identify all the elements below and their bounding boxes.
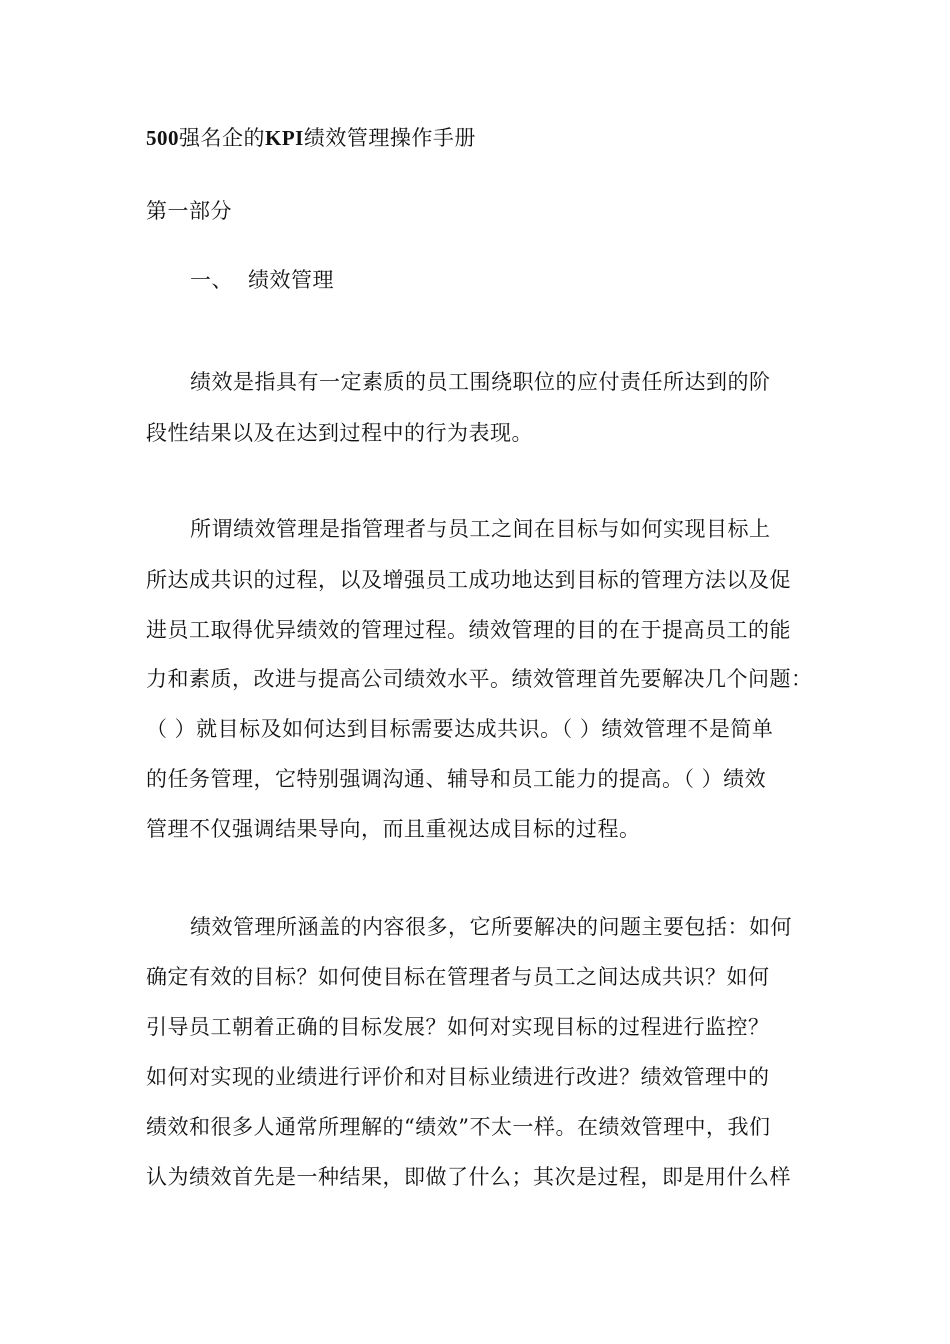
paragraph-line: 力和素质，改进与提高公司绩效水平。绩效管理首先要解决几个问题：: [146, 667, 813, 691]
part-label: 第一部分: [146, 199, 232, 223]
paragraph-line: 所达成共识的过程，以及增强员工成功地达到目标的管理方法以及促: [146, 568, 791, 592]
paragraph-line: 引导员工朝着正确的目标发展？如何对实现目标的过程进行监控？: [146, 1015, 770, 1039]
paragraph-line: 的任务管理，它特别强调沟通、辅导和员工能力的提高。（ ）绩效: [146, 767, 767, 791]
title-rest: 绩效管理操作手册: [303, 126, 476, 150]
section-title: 绩效管理: [248, 268, 334, 292]
paragraph-line: 绩效和很多人通常所理解的“绩效”不太一样。在绩效管理中，我们: [146, 1115, 771, 1139]
paragraph-line: 进员工取得优异绩效的管理过程。绩效管理的目的在于提高员工的能: [146, 618, 791, 642]
paragraph-line: （ ）就目标及如何达到目标需要达成共识。（ ）绩效管理不是简单: [146, 717, 774, 741]
paragraph-line: 绩效管理所涵盖的内容很多，它所要解决的问题主要包括：如何: [190, 915, 792, 939]
paragraph-line: 如何对实现的业绩进行评价和对目标业绩进行改进？绩效管理中的: [146, 1065, 770, 1089]
title-number: 500: [146, 126, 179, 150]
title-mid: 强名企的: [179, 126, 265, 150]
section-heading: [190, 266, 850, 294]
section-number: 一、: [190, 268, 233, 292]
paragraph-line: 绩效是指具有一定素质的员工围绕职位的应付责任所达到的阶: [190, 370, 771, 394]
paragraph-line: 认为绩效首先是一种结果，即做了什么；其次是过程，即是用什么样: [146, 1165, 791, 1189]
paragraph-line: 管理不仅强调结果导向，而且重视达成目标的过程。: [146, 817, 641, 841]
paragraph-line: 段性结果以及在达到过程中的行为表现。: [146, 421, 533, 445]
paragraph-line: 所谓绩效管理是指管理者与员工之间在目标与如何实现目标上: [190, 517, 771, 541]
paragraph-line: 确定有效的目标？如何使目标在管理者与员工之间达成共识？如何: [146, 965, 770, 989]
document-title: [146, 124, 806, 152]
title-acronym: KPI: [265, 126, 304, 150]
